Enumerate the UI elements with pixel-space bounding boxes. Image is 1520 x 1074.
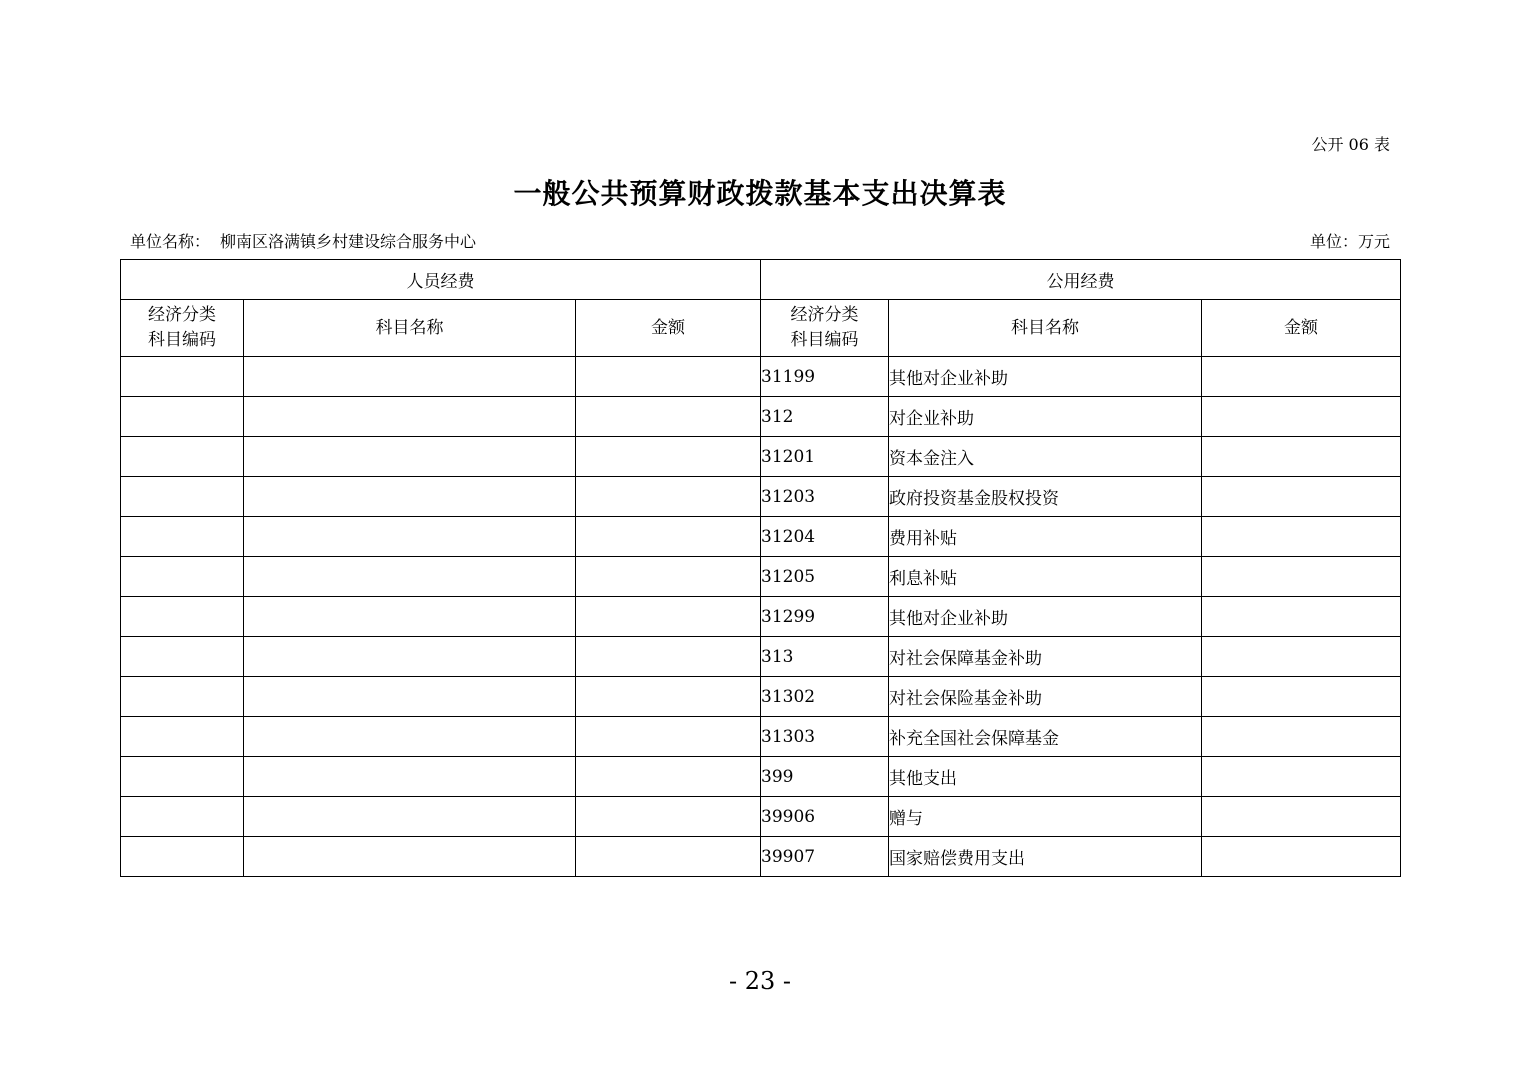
- personnel-amount-cell: [576, 557, 761, 597]
- public-name-cell: 资本金注入: [889, 437, 1202, 477]
- personnel-code-cell: [121, 837, 244, 877]
- public-amount-cell: [1202, 837, 1401, 877]
- table-row: [121, 557, 1401, 597]
- personnel-code-cell: [121, 357, 244, 397]
- personnel-code-cell: [121, 517, 244, 557]
- public-amount-cell: [1202, 357, 1401, 397]
- personnel-code-cell: [121, 677, 244, 717]
- public-amount-cell: [1202, 397, 1401, 437]
- personnel-code-cell: [121, 637, 244, 677]
- public-name-cell: 对企业补助: [889, 397, 1202, 437]
- public-code-cell: 39906: [761, 797, 889, 837]
- public-code-cell: 31205: [761, 557, 889, 597]
- public-code-cell: 31201: [761, 437, 889, 477]
- public-name-cell: 国家赔偿费用支出: [889, 837, 1202, 877]
- public-name-header: 科目名称: [889, 300, 1202, 357]
- table-row: [121, 397, 1401, 437]
- personnel-name-cell: [244, 837, 576, 877]
- personnel-name-cell: [244, 557, 576, 597]
- personnel-code-cell: [121, 477, 244, 517]
- public-code-cell: 312: [761, 397, 889, 437]
- personnel-amount-cell: [576, 397, 761, 437]
- table-row: [121, 597, 1401, 637]
- public-code-header: [761, 300, 889, 357]
- personnel-name-cell: [244, 437, 576, 477]
- public-name-cell: 补充全国社会保障基金: [889, 717, 1202, 757]
- personnel-expenses-header: 人员经费: [121, 260, 761, 300]
- table-row: [121, 837, 1401, 877]
- public-name-cell: 政府投资基金股权投资: [889, 477, 1202, 517]
- personnel-amount-cell: [576, 597, 761, 637]
- personnel-code-cell: [121, 797, 244, 837]
- meta-row: [130, 229, 1390, 252]
- public-name-cell: 赠与: [889, 797, 1202, 837]
- public-code-cell: 31299: [761, 597, 889, 637]
- page-title: 一般公共预算财政拨款基本支出决算表: [513, 177, 1007, 210]
- personnel-name-cell: [244, 357, 576, 397]
- currency-unit: 单位：万元: [1309, 232, 1390, 251]
- form-number: 公开 06 表: [1311, 135, 1390, 154]
- public-name-cell: 其他对企业补助: [889, 597, 1202, 637]
- personnel-name-header: 科目名称: [244, 300, 576, 357]
- personnel-amount-cell: [576, 757, 761, 797]
- public-code-header-text: 经济分类 科目编码: [790, 305, 859, 350]
- personnel-amount-header: 金额: [576, 300, 761, 357]
- personnel-code-cell: [121, 437, 244, 477]
- public-code-cell: 39907: [761, 837, 889, 877]
- table-row: [121, 477, 1401, 517]
- table-row: [121, 437, 1401, 477]
- public-code-cell: 313: [761, 637, 889, 677]
- public-amount-cell: [1202, 517, 1401, 557]
- expenditure-table: [120, 259, 1401, 877]
- personnel-name-cell: [244, 637, 576, 677]
- public-amount-cell: [1202, 597, 1401, 637]
- public-name-cell: 对社会保险基金补助: [889, 677, 1202, 717]
- personnel-amount-cell: [576, 837, 761, 877]
- public-amount-cell: [1202, 557, 1401, 597]
- personnel-code-cell: [121, 557, 244, 597]
- table-row: [121, 797, 1401, 837]
- public-code-cell: 31199: [761, 357, 889, 397]
- table-row: [121, 637, 1401, 677]
- personnel-amount-cell: [576, 637, 761, 677]
- public-amount-cell: [1202, 717, 1401, 757]
- public-amount-cell: [1202, 477, 1401, 517]
- public-expenses-header: 公用经费: [761, 260, 1401, 300]
- personnel-code-header-text: 经济分类 科目编码: [148, 305, 216, 350]
- public-amount-cell: [1202, 637, 1401, 677]
- public-code-cell: 31203: [761, 477, 889, 517]
- table-row: [121, 357, 1401, 397]
- public-code-cell: 399: [761, 757, 889, 797]
- personnel-amount-cell: [576, 437, 761, 477]
- column-header-row: [121, 300, 1401, 357]
- personnel-name-cell: [244, 477, 576, 517]
- personnel-amount-cell: [576, 717, 761, 757]
- personnel-code-cell: [121, 717, 244, 757]
- public-name-cell: 其他支出: [889, 757, 1202, 797]
- public-name-cell: 其他对企业补助: [889, 357, 1202, 397]
- group-header-row: [121, 260, 1401, 300]
- public-amount-header: 金额: [1202, 300, 1401, 357]
- personnel-name-cell: [244, 597, 576, 637]
- table-row: [121, 517, 1401, 557]
- personnel-amount-cell: [576, 677, 761, 717]
- personnel-code-cell: [121, 757, 244, 797]
- personnel-name-cell: [244, 757, 576, 797]
- public-name-cell: 对社会保障基金补助: [889, 637, 1202, 677]
- table-row: [121, 717, 1401, 757]
- unit-name-value: 柳南区洛满镇乡村建设综合服务中心: [220, 232, 477, 251]
- table-row: [121, 677, 1401, 717]
- table-body: [121, 357, 1401, 877]
- public-name-cell: 费用补贴: [889, 517, 1202, 557]
- personnel-amount-cell: [576, 357, 761, 397]
- personnel-code-header: [121, 300, 244, 357]
- public-code-cell: 31204: [761, 517, 889, 557]
- personnel-name-cell: [244, 517, 576, 557]
- personnel-name-cell: [244, 717, 576, 757]
- page-number: - 23 -: [728, 967, 791, 995]
- public-amount-cell: [1202, 797, 1401, 837]
- personnel-name-cell: [244, 797, 576, 837]
- personnel-name-cell: [244, 397, 576, 437]
- public-amount-cell: [1202, 437, 1401, 477]
- public-name-cell: 利息补贴: [889, 557, 1202, 597]
- personnel-amount-cell: [576, 477, 761, 517]
- table-row: [121, 757, 1401, 797]
- public-amount-cell: [1202, 677, 1401, 717]
- personnel-name-cell: [244, 677, 576, 717]
- personnel-code-cell: [121, 597, 244, 637]
- public-code-cell: 31303: [761, 717, 889, 757]
- unit-name-label: 单位名称：: [130, 232, 211, 251]
- personnel-code-cell: [121, 397, 244, 437]
- personnel-amount-cell: [576, 517, 761, 557]
- personnel-amount-cell: [576, 797, 761, 837]
- public-amount-cell: [1202, 757, 1401, 797]
- public-code-cell: 31302: [761, 677, 889, 717]
- unit-name: [130, 229, 486, 252]
